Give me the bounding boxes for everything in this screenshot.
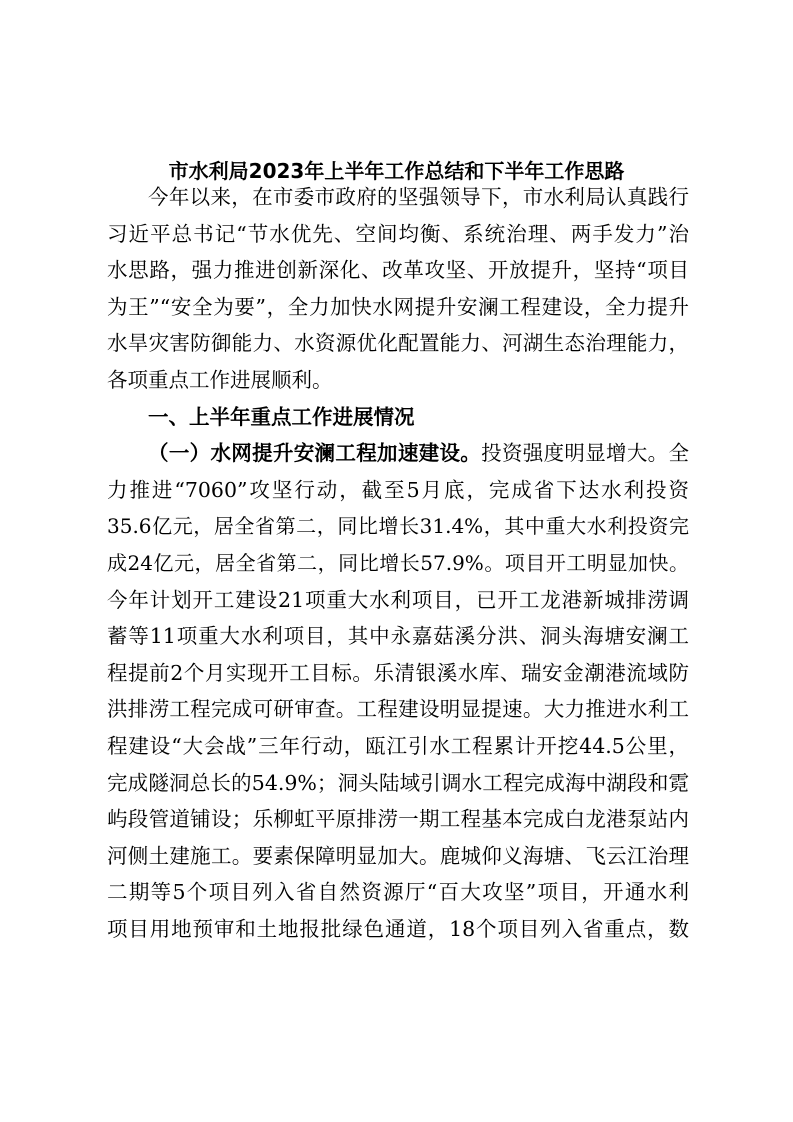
body-paragraph-line: 力推进“7060”攻坚行动，截至5月底，完成省下达水利投资 [107,477,689,502]
intro-paragraph-line: 各项重点工作进展顺利。 [107,367,333,392]
subsection-first-line [107,435,689,472]
body-paragraph-line: 程建设“大会战”三年行动，瓯江引水工程累计开挖44.5公里， [107,733,689,758]
intro-paragraph-line: 习近平总书记“节水优先、空间均衡、系统治理、两手发力”治 [107,221,689,246]
intro-paragraph-line: 今年以来，在市委市政府的坚强领导下，市水利局认真践行 [148,185,689,209]
body-paragraph-line: 屿段管道铺设；乐柳虹平原排涝一期工程基本完成白龙港泵站内 [107,807,689,832]
section-heading: 一、上半年重点工作进展情况 [148,404,415,429]
body-paragraph-line: 今年计划开工建设21项重大水利项目，已开工龙港新城排涝调 [107,587,689,612]
document-body [107,179,689,947]
body-paragraph-line: 35.6亿元，居全省第二，同比增长31.4%，其中重大水利投资完 [107,514,689,539]
body-paragraph-line: 洪排涝工程完成可研审查。工程建设明显提速。大力推进水利工 [107,697,689,722]
body-paragraph-line: 成24亿元，居全省第二，同比增长57.9%。项目开工明显加快。 [107,550,689,575]
body-paragraph-line: 河侧土建施工。要素保障明显加大。鹿城仰义海塘、飞云江治理 [107,843,689,868]
body-paragraph-line: 二期等5个项目列入省自然资源厅“百大攻坚”项目，开通水利 [107,880,689,905]
body-paragraph-line: 蓄等11项重大水利项目，其中永嘉菇溪分洪、洞头海塘安澜工 [107,624,689,649]
intro-paragraph-line: 水思路，强力推进创新深化、改革攻坚、开放提升，坚持“项目 [107,258,689,283]
intro-paragraph-line: 为王”“安全为要”，全力加快水网提升安澜工程建设，全力提升 [107,294,689,319]
subsection-first-line-text: 投资强度明显增大。全 [481,441,689,466]
intro-paragraph-line: 水旱灾害防御能力、水资源优化配置能力、河湖生态治理能力， [107,331,689,356]
body-paragraph-line: 程提前2个月实现开工目标。乐清银溪水库、瑞安金潮港流域防 [107,660,689,685]
body-paragraph-line: 项目用地预审和土地报批绿色通道，18个项目列入省重点，数 [107,916,689,941]
body-paragraph-line: 完成隧洞总长的54.9%；洞头陆域引调水工程完成海中湖段和霓 [107,770,689,795]
document-title: 市水利局2023年上半年工作总结和下半年工作思路 [168,159,625,183]
subsection-heading: （一）水网提升安澜工程加速建设。 [148,441,482,466]
